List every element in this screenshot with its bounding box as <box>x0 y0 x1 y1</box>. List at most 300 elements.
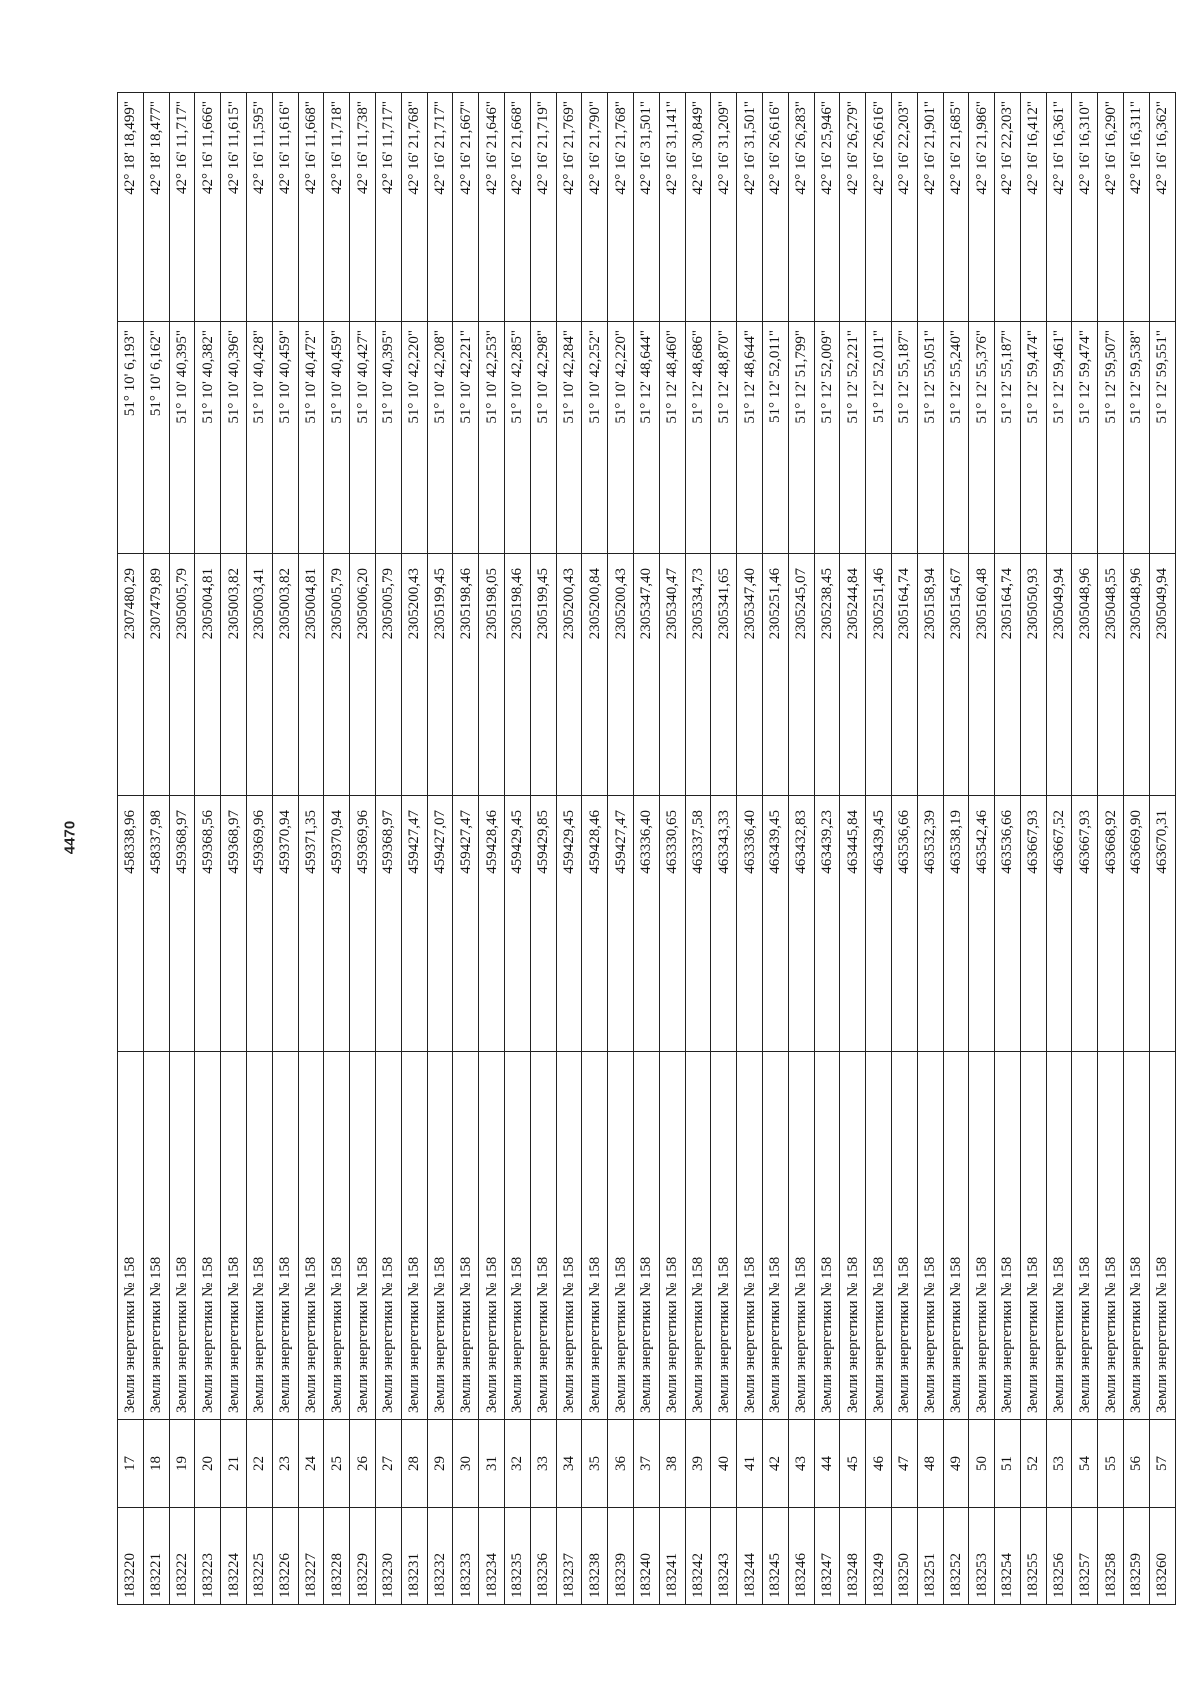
point-id-cell: 183220 <box>118 1508 144 1605</box>
land-category-cell: Земли энергетики № 158 <box>1046 1052 1072 1420</box>
table-row <box>530 93 556 1605</box>
table-row <box>633 93 659 1605</box>
point-number-cell: 45 <box>840 1420 866 1508</box>
longitude-cell: 42° 16' 11,668" <box>298 93 324 322</box>
table-body <box>118 93 1176 1605</box>
point-id-cell: 183225 <box>246 1508 272 1605</box>
point-id-cell: 183237 <box>556 1508 582 1605</box>
longitude-cell: 42° 16' 26,616" <box>762 93 788 322</box>
longitude-cell: 42° 16' 21,768" <box>608 93 634 322</box>
longitude-cell: 42° 16' 31,501" <box>633 93 659 322</box>
land-category-cell: Земли энергетики № 158 <box>608 1052 634 1420</box>
point-number-cell: 24 <box>298 1420 324 1508</box>
table-row <box>659 93 685 1605</box>
x-coordinate-cell: 459429,45 <box>556 796 582 1052</box>
latitude-cell: 51° 12' 48,460" <box>659 322 685 554</box>
table-row <box>556 93 582 1605</box>
point-id-cell: 183223 <box>195 1508 221 1605</box>
latitude-cell: 51° 12' 59,551" <box>1149 322 1175 554</box>
point-number-cell: 31 <box>479 1420 505 1508</box>
latitude-cell: 51° 12' 59,538" <box>1124 322 1150 554</box>
latitude-cell: 51° 12' 55,051" <box>917 322 943 554</box>
table-row <box>737 93 763 1605</box>
longitude-cell: 42° 16' 31,209" <box>711 93 737 322</box>
latitude-cell: 51° 12' 55,376" <box>969 322 995 554</box>
y-coordinate-cell: 2305200,43 <box>401 554 427 796</box>
x-coordinate-cell: 459369,96 <box>246 796 272 1052</box>
latitude-cell: 51° 12' 48,644" <box>633 322 659 554</box>
point-number-cell: 25 <box>324 1420 350 1508</box>
y-coordinate-cell: 2305049,94 <box>1149 554 1175 796</box>
longitude-cell: 42° 16' 11,718" <box>324 93 350 322</box>
land-category-cell: Земли энергетики № 158 <box>891 1052 917 1420</box>
table-row <box>608 93 634 1605</box>
longitude-cell: 42° 16' 16,361" <box>1046 93 1072 322</box>
point-number-cell: 23 <box>272 1420 298 1508</box>
y-coordinate-cell: 2305341,65 <box>711 554 737 796</box>
y-coordinate-cell: 2307479,89 <box>143 554 169 796</box>
y-coordinate-cell: 2305251,46 <box>866 554 892 796</box>
x-coordinate-cell: 458337,98 <box>143 796 169 1052</box>
point-id-cell: 183222 <box>169 1508 195 1605</box>
point-number-cell: 57 <box>1149 1420 1175 1508</box>
point-number-cell: 19 <box>169 1420 195 1508</box>
land-category-cell: Земли энергетики № 158 <box>118 1052 144 1420</box>
point-number-cell: 34 <box>556 1420 582 1508</box>
y-coordinate-cell: 2305005,79 <box>169 554 195 796</box>
land-category-cell: Земли энергетики № 158 <box>556 1052 582 1420</box>
page-number: 4470 <box>61 820 79 855</box>
x-coordinate-cell: 463667,93 <box>1072 796 1098 1052</box>
latitude-cell: 51° 10' 40,395" <box>169 322 195 554</box>
table-row <box>891 93 917 1605</box>
x-coordinate-cell: 463538,19 <box>943 796 969 1052</box>
point-id-cell: 183254 <box>995 1508 1021 1605</box>
land-category-cell: Земли энергетики № 158 <box>324 1052 350 1420</box>
point-number-cell: 40 <box>711 1420 737 1508</box>
y-coordinate-cell: 2305347,40 <box>633 554 659 796</box>
table-row <box>711 93 737 1605</box>
land-category-cell: Земли энергетики № 158 <box>530 1052 556 1420</box>
table-row <box>246 93 272 1605</box>
y-coordinate-cell: 2305238,45 <box>814 554 840 796</box>
land-category-cell: Земли энергетики № 158 <box>350 1052 376 1420</box>
point-number-cell: 30 <box>453 1420 479 1508</box>
y-coordinate-cell: 2305244,84 <box>840 554 866 796</box>
point-number-cell: 22 <box>246 1420 272 1508</box>
latitude-cell: 51° 10' 40,396" <box>221 322 247 554</box>
land-category-cell: Земли энергетики № 158 <box>1098 1052 1124 1420</box>
longitude-cell: 42° 16' 11,666" <box>195 93 221 322</box>
land-category-cell: Земли энергетики № 158 <box>685 1052 711 1420</box>
table-row <box>788 93 814 1605</box>
table-row <box>685 93 711 1605</box>
table-row <box>917 93 943 1605</box>
latitude-cell: 51° 10' 42,285" <box>504 322 530 554</box>
point-number-cell: 54 <box>1072 1420 1098 1508</box>
x-coordinate-cell: 463337,58 <box>685 796 711 1052</box>
land-category-cell: Земли энергетики № 158 <box>1149 1052 1175 1420</box>
y-coordinate-cell: 2305199,45 <box>427 554 453 796</box>
latitude-cell: 51° 10' 40,459" <box>272 322 298 554</box>
x-coordinate-cell: 459369,96 <box>350 796 376 1052</box>
latitude-cell: 51° 12' 52,221" <box>840 322 866 554</box>
point-number-cell: 49 <box>943 1420 969 1508</box>
latitude-cell: 51° 10' 40,427" <box>350 322 376 554</box>
y-coordinate-cell: 2305164,74 <box>995 554 1021 796</box>
x-coordinate-cell: 459429,85 <box>530 796 556 1052</box>
point-number-cell: 26 <box>350 1420 376 1508</box>
table-row <box>169 93 195 1605</box>
latitude-cell: 51° 12' 48,870" <box>711 322 737 554</box>
x-coordinate-cell: 463445,84 <box>840 796 866 1052</box>
point-number-cell: 52 <box>1020 1420 1046 1508</box>
longitude-cell: 42° 16' 21,719" <box>530 93 556 322</box>
latitude-cell: 51° 10' 40,472" <box>298 322 324 554</box>
point-id-cell: 183224 <box>221 1508 247 1605</box>
x-coordinate-cell: 463439,23 <box>814 796 840 1052</box>
longitude-cell: 42° 18' 18,499" <box>118 93 144 322</box>
x-coordinate-cell: 459370,94 <box>324 796 350 1052</box>
point-number-cell: 44 <box>814 1420 840 1508</box>
land-category-cell: Земли энергетики № 158 <box>1072 1052 1098 1420</box>
land-category-cell: Земли энергетики № 158 <box>221 1052 247 1420</box>
point-id-cell: 183221 <box>143 1508 169 1605</box>
x-coordinate-cell: 459427,07 <box>427 796 453 1052</box>
y-coordinate-cell: 2305154,67 <box>943 554 969 796</box>
point-id-cell: 183248 <box>840 1508 866 1605</box>
point-id-cell: 183258 <box>1098 1508 1124 1605</box>
latitude-cell: 51° 12' 59,461" <box>1046 322 1072 554</box>
table-row <box>453 93 479 1605</box>
x-coordinate-cell: 463336,40 <box>737 796 763 1052</box>
longitude-cell: 42° 16' 22,203" <box>891 93 917 322</box>
table-row <box>324 93 350 1605</box>
point-id-cell: 183256 <box>1046 1508 1072 1605</box>
longitude-cell: 42° 16' 11,738" <box>350 93 376 322</box>
point-id-cell: 183253 <box>969 1508 995 1605</box>
table-row <box>195 93 221 1605</box>
longitude-cell: 42° 16' 11,595" <box>246 93 272 322</box>
table-row <box>969 93 995 1605</box>
table-row <box>1149 93 1175 1605</box>
x-coordinate-cell: 463343,33 <box>711 796 737 1052</box>
point-id-cell: 183235 <box>504 1508 530 1605</box>
latitude-cell: 51° 12' 55,187" <box>891 322 917 554</box>
longitude-cell: 42° 16' 31,501" <box>737 93 763 322</box>
table-row <box>866 93 892 1605</box>
y-coordinate-cell: 2305200,43 <box>608 554 634 796</box>
x-coordinate-cell: 459371,35 <box>298 796 324 1052</box>
latitude-cell: 51° 10' 40,428" <box>246 322 272 554</box>
y-coordinate-cell: 2305245,07 <box>788 554 814 796</box>
table-row <box>1124 93 1150 1605</box>
point-id-cell: 183244 <box>737 1508 763 1605</box>
land-category-cell: Земли энергетики № 158 <box>737 1052 763 1420</box>
longitude-cell: 42° 16' 31,141" <box>659 93 685 322</box>
point-number-cell: 17 <box>118 1420 144 1508</box>
longitude-cell: 42° 16' 26,616" <box>866 93 892 322</box>
point-number-cell: 55 <box>1098 1420 1124 1508</box>
point-number-cell: 27 <box>375 1420 401 1508</box>
y-coordinate-cell: 2305003,41 <box>246 554 272 796</box>
longitude-cell: 42° 16' 16,362" <box>1149 93 1175 322</box>
y-coordinate-cell: 2305158,94 <box>917 554 943 796</box>
x-coordinate-cell: 458338,96 <box>118 796 144 1052</box>
point-id-cell: 183232 <box>427 1508 453 1605</box>
latitude-cell: 51° 12' 52,011" <box>762 322 788 554</box>
y-coordinate-cell: 2307480,29 <box>118 554 144 796</box>
x-coordinate-cell: 463536,66 <box>891 796 917 1052</box>
longitude-cell: 42° 16' 16,311" <box>1124 93 1150 322</box>
land-category-cell: Земли энергетики № 158 <box>504 1052 530 1420</box>
land-category-cell: Земли энергетики № 158 <box>917 1052 943 1420</box>
table-row <box>427 93 453 1605</box>
y-coordinate-cell: 2305199,45 <box>530 554 556 796</box>
coordinates-table <box>117 92 1176 1605</box>
table-row <box>118 93 144 1605</box>
latitude-cell: 51° 12' 52,009" <box>814 322 840 554</box>
point-id-cell: 183255 <box>1020 1508 1046 1605</box>
x-coordinate-cell: 459427,47 <box>608 796 634 1052</box>
latitude-cell: 51° 10' 40,382" <box>195 322 221 554</box>
coordinates-table-rotated <box>117 93 1171 1605</box>
x-coordinate-cell: 463668,92 <box>1098 796 1124 1052</box>
point-number-cell: 36 <box>608 1420 634 1508</box>
table-row <box>504 93 530 1605</box>
y-coordinate-cell: 2305048,96 <box>1072 554 1098 796</box>
point-number-cell: 37 <box>633 1420 659 1508</box>
table-row <box>1072 93 1098 1605</box>
point-id-cell: 183250 <box>891 1508 917 1605</box>
point-number-cell: 35 <box>582 1420 608 1508</box>
y-coordinate-cell: 2305164,74 <box>891 554 917 796</box>
y-coordinate-cell: 2305049,94 <box>1046 554 1072 796</box>
y-coordinate-cell: 2305048,96 <box>1124 554 1150 796</box>
table-row <box>814 93 840 1605</box>
y-coordinate-cell: 2305005,79 <box>324 554 350 796</box>
point-number-cell: 28 <box>401 1420 427 1508</box>
land-category-cell: Земли энергетики № 158 <box>840 1052 866 1420</box>
table-row <box>350 93 376 1605</box>
longitude-cell: 42° 16' 11,717" <box>169 93 195 322</box>
land-category-cell: Земли энергетики № 158 <box>375 1052 401 1420</box>
longitude-cell: 42° 16' 21,717" <box>427 93 453 322</box>
latitude-cell: 51° 12' 51,799" <box>788 322 814 554</box>
latitude-cell: 51° 10' 6,162" <box>143 322 169 554</box>
longitude-cell: 42° 16' 21,667" <box>453 93 479 322</box>
latitude-cell: 51° 12' 55,187" <box>995 322 1021 554</box>
y-coordinate-cell: 2305003,82 <box>272 554 298 796</box>
table-row <box>995 93 1021 1605</box>
point-id-cell: 183239 <box>608 1508 634 1605</box>
point-number-cell: 39 <box>685 1420 711 1508</box>
point-id-cell: 183252 <box>943 1508 969 1605</box>
y-coordinate-cell: 2305160,48 <box>969 554 995 796</box>
longitude-cell: 42° 16' 21,986" <box>969 93 995 322</box>
point-id-cell: 183226 <box>272 1508 298 1605</box>
x-coordinate-cell: 463336,40 <box>633 796 659 1052</box>
land-category-cell: Земли энергетики № 158 <box>298 1052 324 1420</box>
table-row <box>840 93 866 1605</box>
land-category-cell: Земли энергетики № 158 <box>814 1052 840 1420</box>
point-number-cell: 20 <box>195 1420 221 1508</box>
x-coordinate-cell: 463439,45 <box>866 796 892 1052</box>
x-coordinate-cell: 459428,46 <box>582 796 608 1052</box>
point-id-cell: 183260 <box>1149 1508 1175 1605</box>
table-row <box>762 93 788 1605</box>
longitude-cell: 42° 16' 21,790" <box>582 93 608 322</box>
land-category-cell: Земли энергетики № 158 <box>453 1052 479 1420</box>
longitude-cell: 42° 16' 11,615" <box>221 93 247 322</box>
latitude-cell: 51° 10' 42,284" <box>556 322 582 554</box>
x-coordinate-cell: 463667,52 <box>1046 796 1072 1052</box>
point-id-cell: 183231 <box>401 1508 427 1605</box>
table-row <box>143 93 169 1605</box>
land-category-cell: Земли энергетики № 158 <box>143 1052 169 1420</box>
longitude-cell: 42° 16' 21,768" <box>401 93 427 322</box>
table-row <box>272 93 298 1605</box>
land-category-cell: Земли энергетики № 158 <box>479 1052 505 1420</box>
table-row <box>221 93 247 1605</box>
longitude-cell: 42° 16' 21,646" <box>479 93 505 322</box>
point-id-cell: 183259 <box>1124 1508 1150 1605</box>
latitude-cell: 51° 12' 59,474" <box>1072 322 1098 554</box>
table-row <box>1020 93 1046 1605</box>
y-coordinate-cell: 2305004,81 <box>195 554 221 796</box>
x-coordinate-cell: 463432,83 <box>788 796 814 1052</box>
table-row <box>401 93 427 1605</box>
latitude-cell: 51° 10' 42,298" <box>530 322 556 554</box>
longitude-cell: 42° 16' 11,616" <box>272 93 298 322</box>
longitude-cell: 42° 16' 16,310" <box>1072 93 1098 322</box>
land-category-cell: Земли энергетики № 158 <box>195 1052 221 1420</box>
land-category-cell: Земли энергетики № 158 <box>711 1052 737 1420</box>
land-category-cell: Земли энергетики № 158 <box>246 1052 272 1420</box>
table-row <box>298 93 324 1605</box>
x-coordinate-cell: 459368,97 <box>375 796 401 1052</box>
land-category-cell: Земли энергетики № 158 <box>1124 1052 1150 1420</box>
longitude-cell: 42° 16' 26,283" <box>788 93 814 322</box>
y-coordinate-cell: 2305006,20 <box>350 554 376 796</box>
longitude-cell: 42° 16' 16,290" <box>1098 93 1124 322</box>
table-row <box>375 93 401 1605</box>
y-coordinate-cell: 2305005,79 <box>375 554 401 796</box>
land-category-cell: Земли энергетики № 158 <box>762 1052 788 1420</box>
point-id-cell: 183242 <box>685 1508 711 1605</box>
land-category-cell: Земли энергетики № 158 <box>995 1052 1021 1420</box>
point-id-cell: 183243 <box>711 1508 737 1605</box>
y-coordinate-cell: 2305251,46 <box>762 554 788 796</box>
table-row <box>943 93 969 1605</box>
y-coordinate-cell: 2305200,84 <box>582 554 608 796</box>
coordinates-table-container <box>117 93 1171 1605</box>
point-id-cell: 183228 <box>324 1508 350 1605</box>
land-category-cell: Земли энергетики № 158 <box>866 1052 892 1420</box>
x-coordinate-cell: 459427,47 <box>401 796 427 1052</box>
latitude-cell: 51° 12' 48,686" <box>685 322 711 554</box>
point-number-cell: 18 <box>143 1420 169 1508</box>
land-category-cell: Земли энергетики № 158 <box>272 1052 298 1420</box>
x-coordinate-cell: 463439,45 <box>762 796 788 1052</box>
latitude-cell: 51° 12' 48,644" <box>737 322 763 554</box>
point-number-cell: 43 <box>788 1420 814 1508</box>
point-number-cell: 53 <box>1046 1420 1072 1508</box>
x-coordinate-cell: 459428,46 <box>479 796 505 1052</box>
latitude-cell: 51° 10' 42,220" <box>401 322 427 554</box>
y-coordinate-cell: 2305004,81 <box>298 554 324 796</box>
point-id-cell: 183241 <box>659 1508 685 1605</box>
point-id-cell: 183236 <box>530 1508 556 1605</box>
land-category-cell: Земли энергетики № 158 <box>633 1052 659 1420</box>
latitude-cell: 51° 12' 55,240" <box>943 322 969 554</box>
point-id-cell: 183234 <box>479 1508 505 1605</box>
longitude-cell: 42° 16' 26,279" <box>840 93 866 322</box>
longitude-cell: 42° 16' 16,412" <box>1020 93 1046 322</box>
point-id-cell: 183230 <box>375 1508 401 1605</box>
table-row <box>1098 93 1124 1605</box>
point-id-cell: 183227 <box>298 1508 324 1605</box>
longitude-cell: 42° 16' 30,849" <box>685 93 711 322</box>
x-coordinate-cell: 459429,45 <box>504 796 530 1052</box>
point-number-cell: 46 <box>866 1420 892 1508</box>
land-category-cell: Земли энергетики № 158 <box>659 1052 685 1420</box>
point-id-cell: 183238 <box>582 1508 608 1605</box>
land-category-cell: Земли энергетики № 158 <box>401 1052 427 1420</box>
point-number-cell: 50 <box>969 1420 995 1508</box>
y-coordinate-cell: 2305347,40 <box>737 554 763 796</box>
y-coordinate-cell: 2305198,05 <box>479 554 505 796</box>
y-coordinate-cell: 2305003,82 <box>221 554 247 796</box>
x-coordinate-cell: 459368,97 <box>221 796 247 1052</box>
table-row <box>582 93 608 1605</box>
x-coordinate-cell: 463536,66 <box>995 796 1021 1052</box>
point-id-cell: 183229 <box>350 1508 376 1605</box>
x-coordinate-cell: 463532,39 <box>917 796 943 1052</box>
x-coordinate-cell: 459368,97 <box>169 796 195 1052</box>
latitude-cell: 51° 10' 42,252" <box>582 322 608 554</box>
land-category-cell: Земли энергетики № 158 <box>943 1052 969 1420</box>
land-category-cell: Земли энергетики № 158 <box>969 1052 995 1420</box>
land-category-cell: Земли энергетики № 158 <box>1020 1052 1046 1420</box>
y-coordinate-cell: 2305050,93 <box>1020 554 1046 796</box>
point-id-cell: 183246 <box>788 1508 814 1605</box>
x-coordinate-cell: 463670,31 <box>1149 796 1175 1052</box>
longitude-cell: 42° 16' 21,769" <box>556 93 582 322</box>
latitude-cell: 51° 10' 40,395" <box>375 322 401 554</box>
point-number-cell: 47 <box>891 1420 917 1508</box>
longitude-cell: 42° 18' 18,477" <box>143 93 169 322</box>
point-id-cell: 183233 <box>453 1508 479 1605</box>
y-coordinate-cell: 2305334,73 <box>685 554 711 796</box>
point-number-cell: 21 <box>221 1420 247 1508</box>
point-id-cell: 183240 <box>633 1508 659 1605</box>
x-coordinate-cell: 463330,65 <box>659 796 685 1052</box>
y-coordinate-cell: 2305198,46 <box>453 554 479 796</box>
longitude-cell: 42° 16' 11,717" <box>375 93 401 322</box>
point-number-cell: 51 <box>995 1420 1021 1508</box>
latitude-cell: 51° 10' 42,220" <box>608 322 634 554</box>
latitude-cell: 51° 10' 42,253" <box>479 322 505 554</box>
land-category-cell: Земли энергетики № 158 <box>788 1052 814 1420</box>
x-coordinate-cell: 463669,90 <box>1124 796 1150 1052</box>
point-number-cell: 42 <box>762 1420 788 1508</box>
latitude-cell: 51° 10' 42,208" <box>427 322 453 554</box>
point-number-cell: 41 <box>737 1420 763 1508</box>
point-number-cell: 48 <box>917 1420 943 1508</box>
x-coordinate-cell: 459368,56 <box>195 796 221 1052</box>
land-category-cell: Земли энергетики № 158 <box>169 1052 195 1420</box>
